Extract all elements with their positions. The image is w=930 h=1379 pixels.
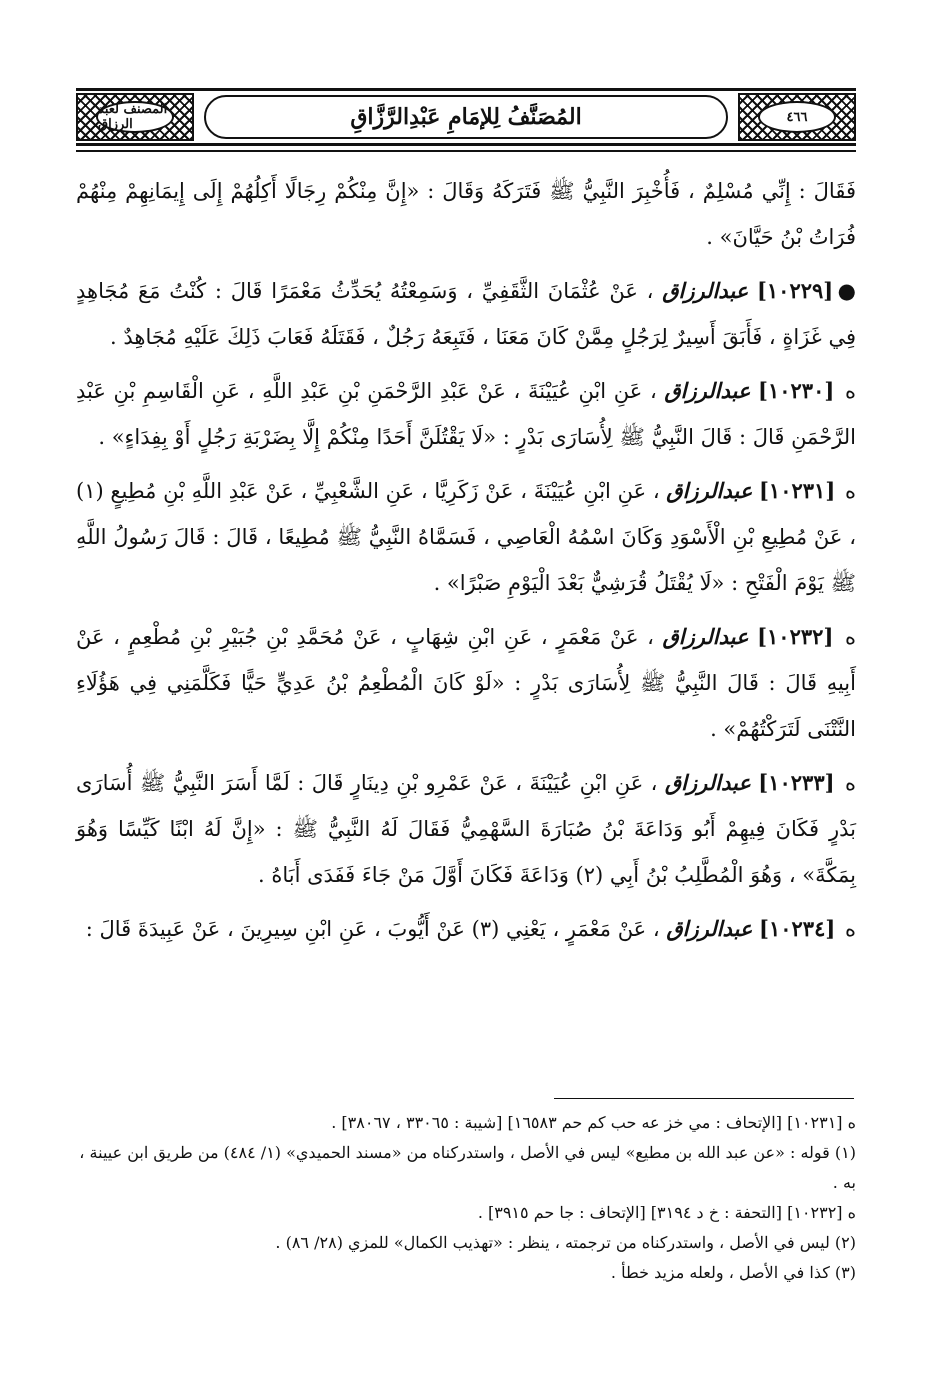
- author-name: عبدالرزاق: [664, 770, 751, 795]
- hadith-paragraph: [76, 368, 856, 460]
- paragraph-text: ، عَنْ مَعْمَرٍ ، عَنِ ابْنِ شِهَابٍ ، عَنْ مُحَمَّدِ بْنِ جُبَيْرِ بْنِ مُطْعِمٍ ، عَنْ أَبِيهِ قَالَ : قَالَ النَّبِيُّ ﷺ لِأُسَارَى بَدْرٍ : «لَوْ كَانَ الْمُطْعِمُ بْنُ عَدِيٍّ حَيًّا فَكَلَّمَنِي فِي هَؤُلَاءِ النَّتْنَى لَتَرَكْتُهُمْ» .: [76, 625, 856, 741]
- hadith-number: [١٠٢٣٢]: [757, 624, 834, 649]
- footnote: ه [١٠٢٣١] [الإتحاف : مي خز عه حب كم حم ١٦٥٨٣] [شيبة : ٣٣٠٦٥ ، ٣٨٠٦٧] .: [331, 1113, 856, 1132]
- author-name: عبدالرزاق: [666, 916, 753, 941]
- bullet-marker: ه: [844, 917, 856, 941]
- hadith-paragraph: [76, 168, 856, 260]
- paragraph-text: ، عَنْ مَعْمَرٍ ، يَعْنِي (٣) عَنْ أَيُّوبَ ، عَنِ ابْنِ سِيرِينَ ، عَنْ عَبِيدَةَ قَالَ :: [85, 917, 660, 941]
- page-number: ٤٦٦: [758, 101, 836, 133]
- author-name: عبدالرزاق: [666, 478, 753, 503]
- hadith-number: [١٠٢٣٠]: [758, 378, 835, 403]
- footnotes: [76, 1108, 856, 1288]
- footnote: (٣) كذا في الأصل ، ولعله مزيد خطأ .: [610, 1263, 856, 1282]
- hadith-number: [١٠٢٣٣]: [758, 770, 835, 795]
- paragraph-text: فَقَالَ : إِنِّي مُسْلِمٌ ، فَأُخْبِرَ النَّبِيُّ ﷺ فَتَرَكَهُ وَقَالَ : «إِنَّ مِنْكُمْ رِجَالًا أَكِلُهُمْ إِلَى إِيمَانِهِمْ مِنْهُمْ فُرَاتُ بْنُ حَيَّانَ» .: [76, 179, 856, 249]
- bullet-marker: ه: [844, 771, 856, 795]
- emblem-text: المصنف لعبد الرزاق: [96, 101, 174, 133]
- footnote: (١) قوله : «عن عبد الله بن مطيع» ليس في الأصل ، واستدركناه من «مسند الحميدي» (١/ ٤٨٤) من طريق ابن عيينة ، به .: [79, 1143, 856, 1192]
- footnote-divider: [554, 1098, 854, 1099]
- running-title: المُصَنَّفُ لِلإمَامِ عَبْدِالرَّزَّاقِ: [204, 95, 728, 139]
- footnote: (٢) ليس في الأصل ، واستدركناه من ترجمته ، ينظر : «تهذيب الكمال» للمزي (٢٨/ ٨٦) .: [275, 1233, 856, 1252]
- footnote: ه [١٠٢٣٢] [التحفة : خ د ٣١٩٤] [الإتحاف : جا حم ٣٩١٥] .: [477, 1203, 856, 1222]
- author-name: عبدالرزاق: [662, 624, 749, 649]
- hadith-paragraph: [76, 468, 856, 606]
- page-number-ornament: [738, 93, 856, 141]
- header-rule: [76, 150, 856, 152]
- author-name: عبدالرزاق: [662, 278, 749, 303]
- hadith-paragraph: [76, 268, 856, 360]
- page-header: [76, 88, 856, 146]
- hadith-number: [١٠٢٢٩]: [756, 278, 834, 303]
- hadith-paragraph: [76, 760, 856, 898]
- paragraph-text: ، عَنْ عُثْمَانَ الثَّقَفِيِّ ، وَسَمِعْتُهُ يُحَدِّثُ مَعْمَرًا قَالَ : كُنْتُ مَعَ مُجَاهِدٍ فِي غَزَاةٍ ، فَأَبَقَ أَسِيرٌ لِرَجُلٍ مِمَّنْ كَانَ مَعَنَا ، فَتَبِعَهُ رَجُلٌ ، فَقَتَلَهُ فَعَابَ ذَلِكَ عَلَيْهِ مُجَاهِدٌ .: [76, 279, 856, 349]
- bullet-marker: ه: [844, 625, 856, 649]
- paragraph-text: ، عَنِ ابْنِ عُيَيْنَةَ ، عَنْ زَكَرِيَّا ، عَنِ الشَّعْبِيِّ ، عَنْ عَبْدِ اللَّهِ بْنِ مُطِيعٍ (١) ، عَنْ مُطِيعِ بْنِ الْأَسْوَدِ وَكَانَ اسْمُهُ الْعَاصِي ، فَسَمَّاهُ النَّبِيُّ ﷺ مُطِيعًا ، قَالَ : قَالَ رَسُولُ اللَّهِ ﷺ يَوْمَ الْفَتْحِ : «لَا يُقْتَلُ قُرَشِيٌّ بَعْدَ الْيَوْمِ صَبْرًا» .: [76, 479, 856, 595]
- main-text: [76, 168, 856, 960]
- paragraph-text: ، عَنِ ابْنِ عُيَيْنَةَ ، عَنْ عَمْرِو بْنِ دِينَارٍ قَالَ : لَمَّا أَسَرَ النَّبِيُّ ﷺ أُسَارَى بَدْرٍ فَكَانَ فِيهِمْ أَبُو وَدَاعَةَ بْنُ صُبَارَةَ السَّهْمِيُّ فَقَالَ لَهُ النَّبِيُّ ﷺ : «إِنَّ لَهُ ابْنًا كَيِّسًا وَهُوَ بِمَكَّةَ» ، وَهُوَ الْمُطَّلِبُ بْنُ أَبِي (٢) وَدَاعَةَ فَكَانَ أَوَّلَ مَنْ جَاءَ فَفَدَى أَبَاهُ .: [76, 771, 856, 887]
- hadith-paragraph: [76, 906, 856, 952]
- bullet-marker: ه: [844, 479, 856, 503]
- emblem-ornament: [76, 93, 194, 141]
- paragraph-text: ، عَنِ ابْنِ عُيَيْنَةَ ، عَنْ عَبْدِ الرَّحْمَنِ بْنِ عَبْدِ اللَّهِ ، عَنِ الْقَاسِمِ بْنِ عَبْدِ الرَّحْمَنِ قَالَ : قَالَ النَّبِيُّ ﷺ لِأُسَارَى بَدْرٍ : «لَا يَقْتُلَنَّ أَحَدًا مِنْكُمْ إِلَّا بِضَرْبَةِ رَجُلٍ أَوْ بِفِدَاءٍ» .: [76, 379, 856, 449]
- hadith-number: [١٠٢٣٤]: [759, 916, 836, 941]
- author-name: عبدالرزاق: [664, 378, 751, 403]
- bullet-marker: ●: [837, 279, 856, 303]
- hadith-number: [١٠٢٣١]: [758, 478, 836, 503]
- hadith-paragraph: [76, 614, 856, 752]
- bullet-marker: ه: [844, 379, 856, 403]
